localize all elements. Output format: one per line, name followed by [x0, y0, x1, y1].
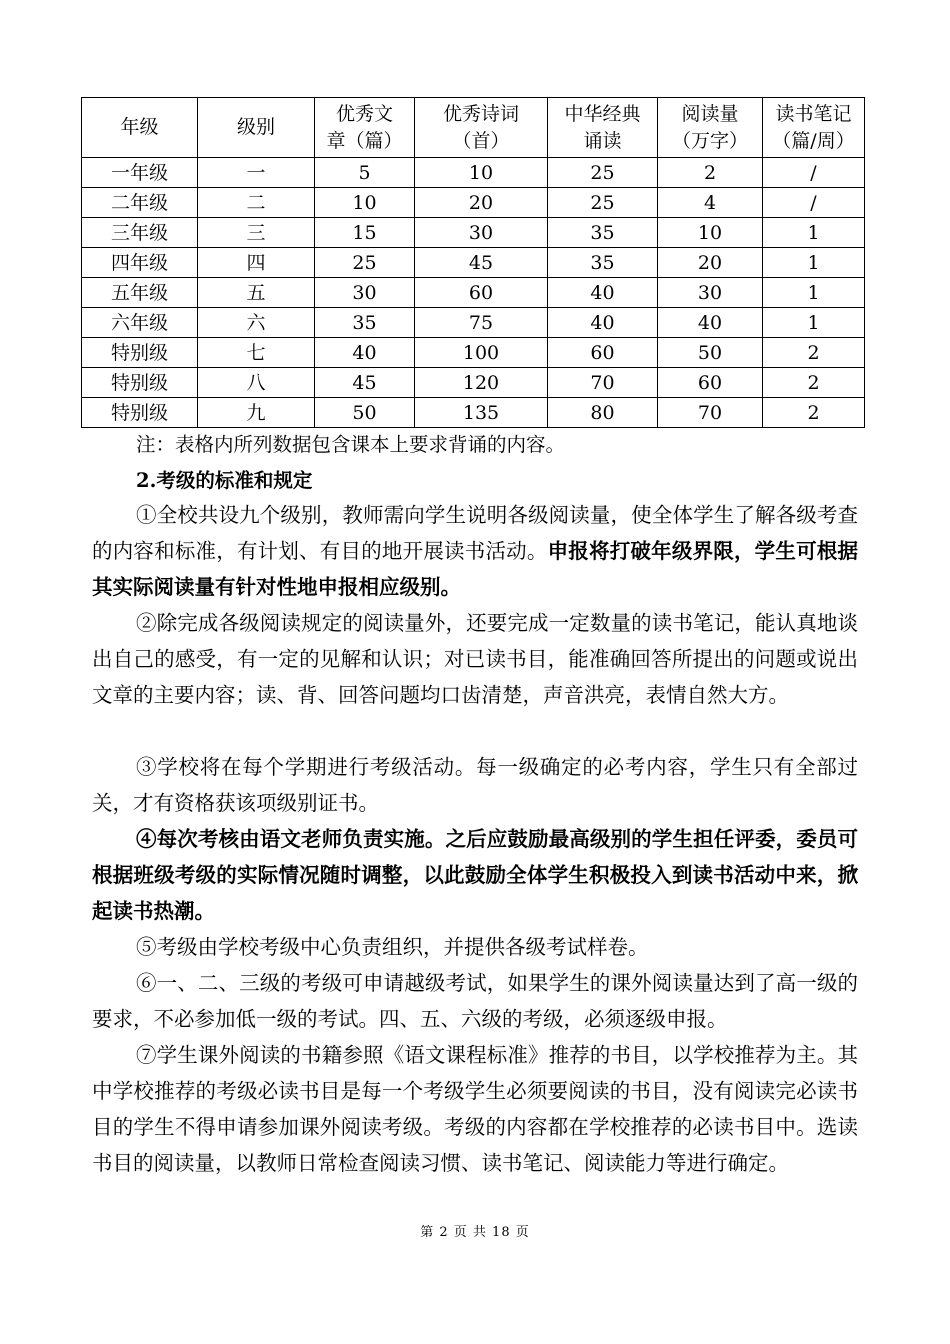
column-header-text: 优秀诗词: [442, 102, 519, 125]
table-cell: 三: [198, 218, 315, 248]
table-row: [82, 278, 865, 308]
table-cell: 35: [315, 308, 415, 338]
table-cell: 35: [548, 218, 658, 248]
column-header: [315, 98, 415, 158]
table-cell: 60: [415, 278, 548, 308]
reading-level-table: [81, 97, 865, 428]
column-header: [198, 98, 315, 158]
table-cell: 30: [415, 218, 548, 248]
table-cell: 2: [658, 158, 763, 188]
table-cell: 四年级: [82, 248, 198, 278]
column-header-text: 诵读: [583, 129, 622, 152]
table-cell: 60: [548, 338, 658, 368]
table-cell: 10: [658, 218, 763, 248]
table-body: [82, 158, 865, 428]
column-header: [763, 98, 865, 158]
column-header-text: 中华经典: [564, 102, 641, 125]
table-cell: 20: [415, 188, 548, 218]
table-cell: 5: [315, 158, 415, 188]
table-header: [82, 98, 865, 158]
column-header-text: 优秀文: [335, 102, 393, 125]
table-cell: 八: [198, 368, 315, 398]
column-header-text: 章（篇）: [326, 129, 403, 152]
table-cell: 45: [415, 248, 548, 278]
table-cell: 40: [315, 338, 415, 368]
table-cell: 70: [658, 398, 763, 428]
table-cell: /: [763, 158, 865, 188]
table-cell: 35: [548, 248, 658, 278]
table-cell: 六年级: [82, 308, 198, 338]
table-cell: 10: [315, 188, 415, 218]
paragraph-1-bold-text: 申报将打破年级界限，学生可根据其实际阅读量有针对性地申报相应级别。: [92, 539, 859, 599]
table-cell: 五年级: [82, 278, 198, 308]
table-cell: 2: [763, 398, 865, 428]
table-cell: 15: [315, 218, 415, 248]
table-cell: 45: [315, 368, 415, 398]
table-cell: 10: [415, 158, 548, 188]
table-cell: 特别级: [82, 398, 198, 428]
table-cell: 一年级: [82, 158, 198, 188]
table-row: [82, 158, 865, 188]
table-row: [82, 398, 865, 428]
section-heading: 2.考级的标准和规定: [136, 469, 313, 492]
table-cell: 70: [548, 368, 658, 398]
column-header-text: （万字）: [671, 129, 748, 152]
table-header-row: [82, 98, 865, 158]
table-cell: 1: [763, 278, 865, 308]
table-cell: 30: [315, 278, 415, 308]
column-header-text: （篇/周）: [772, 129, 855, 152]
paragraph-1: [92, 497, 858, 605]
page-footer: 第 2 页 共 18 页: [420, 1225, 530, 1240]
table-cell: 四: [198, 248, 315, 278]
table-cell: 五: [198, 278, 315, 308]
paragraph-3: ③学校将在每个学期进行考级活动。每一级确定的必考内容，学生只有全部过关，才有资格获该项级别证书。: [92, 755, 858, 815]
table-cell: 40: [548, 278, 658, 308]
table-cell: 100: [415, 338, 548, 368]
table-cell: 1: [763, 308, 865, 338]
table-row: [82, 188, 865, 218]
paragraph-5: ⑤考级由学校考级中心负责组织，并提供各级考试样卷。: [136, 935, 649, 959]
table-cell: 20: [658, 248, 763, 278]
table-cell: 九: [198, 398, 315, 428]
table-cell: 4: [658, 188, 763, 218]
column-header: [415, 98, 548, 158]
column-header: [658, 98, 763, 158]
table-cell: 25: [548, 188, 658, 218]
column-header-text: （首）: [452, 129, 510, 152]
table-cell: 135: [415, 398, 548, 428]
table-cell: 一: [198, 158, 315, 188]
table-cell: 1: [763, 248, 865, 278]
table-cell: 50: [658, 338, 763, 368]
column-header-text: 年级: [120, 116, 159, 138]
table-row: [82, 338, 865, 368]
table-cell: 七: [198, 338, 315, 368]
column-header-text: 级别: [236, 116, 275, 138]
table-cell: 50: [315, 398, 415, 428]
table-cell: 二: [198, 188, 315, 218]
table-cell: 30: [658, 278, 763, 308]
table-cell: 2: [763, 338, 865, 368]
table-cell: 80: [548, 398, 658, 428]
table-cell: 25: [315, 248, 415, 278]
table-cell: /: [763, 188, 865, 218]
table-cell: 2: [763, 368, 865, 398]
paragraph-7: ⑦学生课外阅读的书籍参照《语文课程标准》推荐的书目，以学校推荐为主。其中学校推荐的考级必读书目是每一个考级学生必须要阅读的书目，没有阅读完必读书目的学生不得申请参加课外阅读考级。考级的内容都在学校推荐的必读书目中。选读书目的阅读量，以教师日常检查阅读习惯、读书笔记、阅读能力等进行确定。: [92, 1043, 858, 1175]
table-row: [82, 308, 865, 338]
table-row: [82, 248, 865, 278]
paragraph-1-text: ①全校共设九个级别，教师需向学生说明各级阅读量，使全体学生了解各级考查的内容和标准，有计划、有目的地开展读书活动。: [92, 503, 858, 563]
column-header: [548, 98, 658, 158]
table-cell: 60: [658, 368, 763, 398]
table-cell: 六: [198, 308, 315, 338]
table-cell: 120: [415, 368, 548, 398]
paragraph-2: ②除完成各级阅读规定的阅读量外，还要完成一定数量的读书笔记，能认真地谈出自己的感受，有一定的见解和认识；对已读书目，能准确回答所提出的问题或说出文章的主要内容；读、背、回答问题均口齿清楚，声音洪亮，表情自然大方。: [92, 611, 858, 707]
table-cell: 特别级: [82, 338, 198, 368]
paragraph-6: ⑥一、二、三级的考级可申请越级考试，如果学生的课外阅读量达到了高一级的要求，不必参加低一级的考试。四、五、六级的考级，必须逐级申报。: [92, 971, 858, 1031]
table-cell: 二年级: [82, 188, 198, 218]
column-header-text: 阅读量: [681, 102, 739, 125]
table-cell: 1: [763, 218, 865, 248]
column-header-text: 读书笔记: [775, 102, 852, 125]
table-cell: 25: [548, 158, 658, 188]
table-row: [82, 218, 865, 248]
table-cell: 40: [548, 308, 658, 338]
column-header: [82, 98, 198, 158]
table-cell: 75: [415, 308, 548, 338]
table-cell: 40: [658, 308, 763, 338]
paragraph-4: ④每次考核由语文老师负责实施。之后应鼓励最高级别的学生担任评委，委员可根据班级考级的实际情况随时调整，以此鼓励全体学生积极投入到读书活动中来，掀起读书热潮。: [92, 827, 858, 923]
table-cell: 三年级: [82, 218, 198, 248]
table-row: [82, 368, 865, 398]
table-note: 注：表格内所列数据包含课本上要求背诵的内容。: [136, 433, 566, 456]
table-cell: 特别级: [82, 368, 198, 398]
